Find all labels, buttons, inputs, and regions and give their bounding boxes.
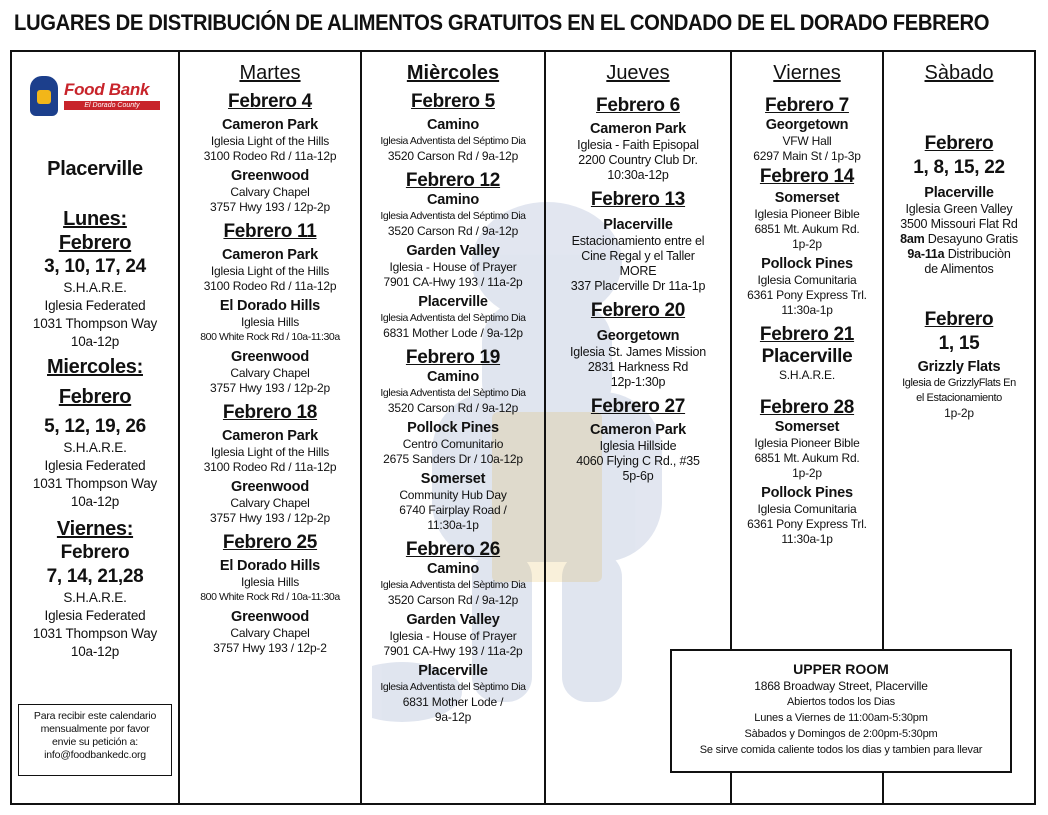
location-detail: Iglesia - Faith Episopal [577, 138, 699, 152]
location-name: Camino [427, 369, 479, 385]
saturday-dates: 1, 8, 15, 22 [913, 157, 1005, 178]
food-bank-logo [26, 76, 178, 128]
column-tuesday [180, 52, 362, 803]
location-detail: 9a-12p [434, 710, 472, 724]
location-detail: Estacionamiento entre el [571, 234, 705, 248]
location-name: Cameron Park [222, 247, 318, 263]
date-heading: Febrero 25 [222, 532, 318, 553]
location-name: Placerville [418, 663, 488, 679]
location-detail: 4060 Flying C Rd., #35 [576, 454, 700, 468]
lunes-label: Lunes: [63, 208, 127, 230]
location-detail: 2675 Sanders Dr / 10a-12p [383, 452, 523, 466]
date-heading: Febrero 21 [759, 324, 855, 345]
lunes-line: 10a-12p [70, 334, 120, 349]
location-name: Somerset [774, 419, 840, 435]
miercoles-month: Febrero [58, 386, 132, 408]
location-detail: Iglesia Comunitaria [757, 502, 857, 516]
date-heading: Febrero 14 [759, 166, 855, 187]
location-detail: Iglesia - House of Prayer [389, 629, 517, 643]
location-detail: 3520 Carson Rd / 9a-12p [387, 593, 519, 607]
location-detail: 2200 Country Club Dr. [578, 153, 698, 167]
location-detail: Cine Regal y el Taller [581, 249, 695, 263]
location-detail: 6361 Pony Express Trl. [747, 288, 867, 302]
subscribe-line: envie su petición a: [52, 736, 138, 748]
location-detail: 3100 Rodeo Rd / 11a-12p [203, 149, 337, 163]
location-detail: Calvary Chapel [230, 626, 310, 640]
upper-room-title: UPPER ROOM [793, 661, 889, 677]
upper-room-line: Se sirve comida caliente todos los dias y tambien para llevar [699, 744, 983, 756]
location-detail: 1p-2p [792, 466, 822, 480]
miercoles-dates: 5, 12, 19, 26 [44, 416, 146, 437]
location-name: Georgetown [765, 117, 849, 133]
location-detail: de Alimentos [924, 262, 994, 276]
location-name: Camino [427, 561, 479, 577]
location-detail: Iglesia Comunitaria [757, 273, 857, 287]
date-heading: Febrero [924, 309, 994, 330]
date-heading: Febrero [924, 133, 994, 154]
column-wednesday [362, 52, 546, 803]
viernes-month: Febrero [60, 542, 130, 563]
date-heading: Febrero 5 [411, 91, 495, 112]
date-heading: Febrero 27 [590, 396, 686, 417]
location-detail: MORE [619, 264, 657, 278]
column-placerville [12, 52, 180, 803]
location-detail: Iglesia de GrizzlyFlats En [902, 377, 1016, 389]
location-detail: Iglesia Hillside [599, 439, 677, 453]
subscribe-email[interactable]: info@foodbankedc.org [44, 749, 146, 761]
location-detail: 800 White Rock Rd / 10a-11:30a [200, 591, 340, 603]
location-detail: 3520 Carson Rd / 9a-12p [387, 401, 519, 415]
logo-subtitle: El Dorado County [64, 101, 160, 110]
location-detail: Iglesia Green Valley [905, 202, 1013, 216]
location-name: Greenwood [231, 168, 309, 184]
location-name: Placerville [603, 217, 673, 233]
location-detail: 11:30a-1p [781, 303, 833, 317]
breakfast-text: Desayuno Gratis [924, 232, 1018, 246]
date-heading: Febrero 28 [759, 397, 855, 418]
location-name: Greenwood [231, 479, 309, 495]
mascot-icon [30, 76, 58, 116]
viernes-line: 10a-12p [70, 644, 120, 659]
date-heading: Febrero 20 [590, 300, 686, 321]
location-detail: 11:30a-1p [427, 518, 479, 532]
location-detail: Iglesia - House of Prayer [389, 260, 517, 274]
location-detail [884, 247, 1034, 262]
location-detail: 3520 Carson Rd / 9a-12p [387, 224, 519, 238]
city-heading: Placerville [47, 158, 143, 180]
location-name: Garden Valley [406, 612, 500, 628]
location-detail: Iglesia Light of the Hills [210, 264, 330, 278]
location-detail: 3757 Hwy 193 / 12p-2p [210, 511, 330, 525]
location-detail: 6361 Pony Express Trl. [747, 517, 867, 531]
date-heading: Febrero 26 [405, 539, 501, 560]
location-detail: VFW Hall [782, 134, 832, 148]
miercoles-line: Iglesia Federated [44, 458, 146, 473]
distribution-text: Distribuciòn [944, 247, 1011, 261]
location-detail: 1p-2p [792, 237, 822, 251]
location-detail: 12p-1:30p [610, 375, 666, 389]
upper-room-line: Lunes a Viernes de 11:00am-5:30pm [754, 712, 928, 724]
location-name: Somerset [420, 471, 486, 487]
miercoles-line: 1031 Thompson Way [32, 476, 158, 491]
date-heading: Febrero 13 [590, 189, 686, 210]
upper-room-box [670, 649, 1012, 773]
location-detail: Iglesia St. James Mission [569, 345, 707, 359]
location-detail: 800 White Rock Rd / 10a-11:30a [200, 331, 340, 343]
logo-name: Food Bank [64, 80, 150, 99]
location-detail: 3757 Hwy 193 / 12p-2p [210, 381, 330, 395]
location-detail: Iglesia Adventista del Sèptimo Dia [380, 312, 526, 324]
location-name: Placerville [761, 346, 853, 367]
location-detail: 6851 Mt. Aukum Rd. [754, 451, 860, 465]
viernes-line: Iglesia Federated [44, 608, 146, 623]
location-detail: 3100 Rodeo Rd / 11a-12p [203, 460, 337, 474]
location-detail: Iglesia Adventista del Séptimo Dia [380, 135, 526, 147]
lunes-dates: 3, 10, 17, 24 [44, 256, 146, 277]
location-detail: 6831 Mother Lode / 9a-12p [383, 326, 523, 340]
miercoles-line: 10a-12p [70, 494, 120, 509]
location-detail: Calvary Chapel [230, 185, 310, 199]
location-name: Somerset [774, 190, 840, 206]
date-heading: Febrero 11 [223, 221, 317, 242]
location-detail: 1p-2p [944, 406, 974, 420]
location-name: El Dorado Hills [219, 298, 321, 314]
page-title: LUGARES DE DISTRIBUCIÓN DE ALIMENTOS GRATUITOS EN EL CONDADO DE EL DORADO FEBRERO [14, 10, 990, 35]
location-detail: 10:30a-12p [607, 168, 669, 182]
miercoles-line: S.H.A.R.E. [63, 440, 127, 455]
location-name: Grizzly Flats [917, 359, 1001, 375]
day-heading: Martes [239, 62, 301, 84]
breakfast-time: 8am [900, 232, 925, 246]
location-detail: Community Hub Day [399, 488, 507, 502]
location-detail: Calvary Chapel [230, 366, 310, 380]
date-heading: Febrero 4 [228, 91, 312, 112]
location-name: Pollock Pines [407, 420, 499, 436]
day-heading: Jueves [606, 62, 670, 84]
day-heading: Sàbado [924, 62, 994, 84]
location-detail: Centro Comunitario [402, 437, 504, 451]
location-detail [884, 232, 1034, 247]
location-detail: 5p-6p [622, 469, 654, 483]
date-heading: Febrero 6 [596, 95, 680, 116]
location-name: Camino [427, 117, 479, 133]
location-name: Camino [427, 192, 479, 208]
viernes-label: Viernes: [56, 518, 134, 540]
location-detail: 3520 Carson Rd / 9a-12p [387, 149, 519, 163]
location-detail: 337 Placerville Dr 11a-1p [570, 279, 706, 293]
date-heading: Febrero 18 [222, 402, 318, 423]
subscribe-line: mensualmente por favor [40, 723, 150, 735]
location-detail: Iglesia Adventista del Sèptimo Dia [380, 387, 526, 399]
location-detail: 3100 Rodeo Rd / 11a-12p [203, 279, 337, 293]
miercoles-label: Miercoles: [47, 356, 143, 378]
location-detail: Iglesia Pioneer Bible [754, 436, 860, 450]
location-detail: Iglesia Light of the Hills [210, 134, 330, 148]
location-name: Placerville [418, 294, 488, 310]
upper-room-line: Abiertos todos los Dias [787, 696, 895, 708]
location-detail: S.H.A.R.E. [778, 368, 835, 382]
lunes-line: Iglesia Federated [44, 298, 146, 313]
location-name: Garden Valley [406, 243, 500, 259]
location-name: Cameron Park [222, 428, 318, 444]
location-detail: 6740 Fairplay Road / [399, 503, 507, 517]
subscribe-line: Para recibir este calendario [33, 710, 157, 722]
upper-room-address: 1868 Broadway Street, Placerville [754, 679, 928, 693]
viernes-dates: 7, 14, 21,28 [46, 566, 144, 587]
viernes-line: S.H.A.R.E. [63, 590, 127, 605]
location-detail: Iglesia Hills [240, 315, 300, 329]
location-detail: 6297 Main St / 1p-3p [753, 149, 861, 163]
location-detail: 3757 Hwy 193 / 12p-2p [210, 200, 330, 214]
location-name: Georgetown [596, 328, 680, 344]
location-detail: Iglesia Adventista del Sèptimo Dia [380, 681, 526, 693]
saturday-dates: 1, 15 [938, 333, 980, 354]
location-detail: 7901 CA-Hwy 193 / 11a-2p [383, 644, 523, 658]
date-heading: Febrero 19 [405, 347, 501, 368]
location-name: Pollock Pines [761, 256, 853, 272]
lunes-line: S.H.A.R.E. [63, 280, 127, 295]
location-detail: 3500 Missouri Flat Rd [900, 217, 1018, 231]
lunes-month: Febrero [58, 232, 132, 254]
location-name: Cameron Park [590, 422, 686, 438]
location-name: Greenwood [231, 349, 309, 365]
location-detail: Iglesia Light of the Hills [210, 445, 330, 459]
location-detail: 6851 Mt. Aukum Rd. [754, 222, 860, 236]
upper-room-line: Sàbados y Domingos de 2:00pm-5:30pm [744, 728, 938, 740]
location-detail: 7901 CA-Hwy 193 / 11a-2p [383, 275, 523, 289]
distribution-time: 9a-11a [907, 247, 945, 261]
location-name: Pollock Pines [761, 485, 853, 501]
calendar-frame [10, 50, 1036, 805]
location-name: El Dorado Hills [219, 558, 321, 574]
location-detail: 2831 Harkness Rd [587, 360, 689, 374]
location-detail: Iglesia Adventista del Sèptimo Dia [380, 579, 526, 591]
viernes-line: 1031 Thompson Way [32, 626, 158, 641]
location-detail: 3757 Hwy 193 / 12p-2 [213, 641, 327, 655]
date-heading: Febrero 12 [405, 170, 501, 191]
location-detail: Iglesia Pioneer Bible [754, 207, 860, 221]
location-name: Placerville [924, 185, 994, 201]
location-detail: Iglesia Adventista del Séptimo Dia [380, 210, 526, 222]
location-detail: 11:30a-1p [781, 532, 833, 546]
location-detail: 6831 Mother Lode / [402, 695, 504, 709]
day-heading: Mièrcoles [406, 62, 500, 84]
location-name: Cameron Park [222, 117, 318, 133]
location-detail: Iglesia Hills [240, 575, 300, 589]
location-name: Greenwood [231, 609, 309, 625]
location-detail: Calvary Chapel [230, 496, 310, 510]
location-detail: el Estacionamiento [916, 392, 1002, 404]
day-heading: Viernes [773, 62, 841, 84]
subscribe-box [18, 704, 172, 776]
location-name: Cameron Park [590, 121, 686, 137]
lunes-line: 1031 Thompson Way [32, 316, 158, 331]
date-heading: Febrero 7 [765, 95, 849, 116]
